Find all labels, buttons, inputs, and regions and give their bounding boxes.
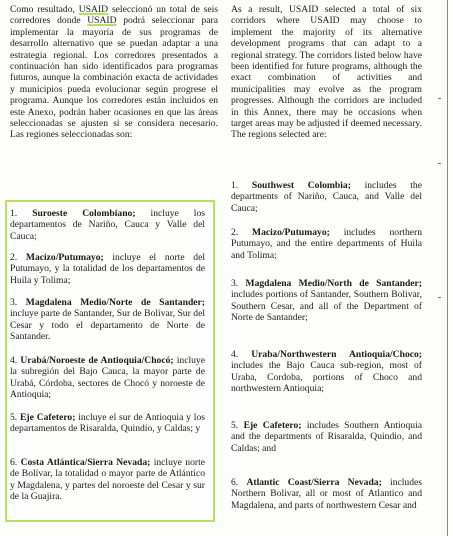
english-item-5: [231, 420, 422, 454]
item-title: Macizo/Putumayo;: [252, 227, 330, 238]
usaid-highlight-2: USAID: [87, 15, 117, 27]
intro-part3: podrá seleccionar para implementar la mayoría de sus programas de desarrollo alternativo que se puedan adaptar a una estrategia regional. Los corredores presentados a continuación han sido identificados para programas futuros, aunque la combinación exacta de actividades y municipios pueda evolucionar según progrese el programa. Aunque los corredores están incluidos en este Anexo, podrán haber ocasiones en que las áreas seleccionadas se ajusten si se considera necesario. Las regiones seleccionadas son:: [10, 15, 218, 141]
item-number: 6.: [231, 477, 239, 488]
scan-tick-mark: [438, 163, 441, 164]
item-number: 4.: [231, 349, 239, 360]
item-title: Suroeste Colombiano;: [32, 208, 136, 219]
item-text: incluye los departamentos de Nariño, Cauca y Valle del Cauca;: [10, 208, 206, 242]
item-text: incluye el sur de Antioquia y los departamentos de Risaralda, Quindío, y Caldas; y: [10, 412, 205, 435]
spanish-item-6: [10, 457, 205, 503]
english-item-6: [231, 477, 422, 511]
spanish-intro: [10, 4, 218, 141]
item-number: 3.: [231, 278, 239, 289]
item-text: includes the Bajo Cauca sub-region, most of Uraba, Cordoba, portions of Choco and northwestern Antioquia;: [231, 360, 422, 395]
item-text: incluye el norte del Putumayo, y la totalidad de los departamentos de Huila y Tolima;: [10, 252, 205, 286]
spanish-item-4: [10, 355, 205, 401]
item-title: Atlantic Coast/Sierra Nevada;: [246, 477, 382, 488]
usaid-highlight-1: USAID: [78, 4, 109, 15]
spanish-item-3: [10, 297, 205, 343]
item-text: includes portions of Santander, Southern Bolivar, Southern Cesar, and all of the Department of Norte de Santander;: [231, 289, 422, 324]
spanish-item-1: [10, 208, 205, 242]
item-title: Southwest Colombia;: [251, 180, 351, 191]
item-title: Magdalena Medio/North de Santander;: [245, 278, 422, 289]
item-number: 5.: [231, 420, 239, 431]
item-text: includes the departments of Nariño, Cauca, and Valle del Cauca;: [231, 180, 422, 214]
intro-part1: Como resultado,: [10, 4, 79, 15]
item-text: includes Northern Bolivar, all or most of Atlantico and Magdalena, and parts of northwestern Cesar and: [231, 477, 422, 511]
item-number: 2.: [10, 252, 18, 263]
item-text: includes northern Putumayo, and the entire departments of Huila and Tolima;: [231, 227, 422, 261]
item-number: 2.: [231, 227, 239, 238]
intro-part2: seleccionó un total de seis corredores donde: [10, 4, 218, 27]
english-item-3: [231, 278, 422, 324]
item-title: Uraba/Northwestern Antioquia/Choco;: [251, 349, 422, 360]
item-text: includes Southern Antioquia and the departments of Risaralda, Quindio, and Caldas; and: [231, 420, 422, 454]
item-number: 6.: [10, 457, 18, 468]
item-title: Magdalena Medio/Norte de Santander;: [25, 297, 205, 308]
english-item-2: [231, 227, 422, 261]
spanish-intro-paragraph: [10, 4, 218, 141]
scan-tick-mark: [438, 297, 441, 298]
item-number: 5.: [10, 412, 18, 423]
english-item-4: [231, 349, 422, 395]
item-title: Costa Atlántica/Sierra Nevada;: [20, 457, 151, 468]
english-item-1: [231, 180, 422, 214]
spanish-item-5: [10, 412, 205, 435]
spanish-item-2: [10, 252, 205, 286]
item-title: Macizo/Putumayo;: [25, 252, 104, 263]
item-text: incluye norte de Bolívar, la totalidad o mayor parte de Atlántico y Magdalena, y partes del noroeste del Cesar y sur de la Guajira.: [10, 457, 206, 503]
item-number: 1.: [231, 180, 239, 191]
scan-edge-line: [447, 0, 448, 536]
english-intro: [231, 4, 422, 141]
item-text: incluye la subregión del Bajo Cauca, la mayor parte de Urabá, Córdoba, sectores de Chocó y noroeste de Antioquia;: [10, 355, 205, 401]
item-number: 3.: [10, 297, 18, 308]
scan-tick-mark: [438, 98, 441, 99]
item-title: Eje Cafetero;: [20, 412, 76, 423]
item-number: 4.: [10, 355, 18, 366]
item-number: 1.: [10, 208, 18, 219]
item-text: incluye parte de Santander, Sur de Bolívar, Sur del Cesar y todo el departamento de Norte de Santander.: [10, 308, 205, 343]
item-title: Eje Cafetero;: [243, 420, 302, 431]
english-intro-paragraph: As a result, USAID selected a total of six corridors where USAID may choose to implement the majority of its alternative development programs that can adapt to a regional strategy. The corridors listed below have been identified for future programs, although the exact combination of activities and municipalities may evolve as the program progresses. Although the corridors are included in this Annex, there may be occasions when target areas may be adjusted if deemed necessary. The regions selected are:: [231, 4, 422, 141]
item-title: Urabá/Noroeste de Antioquia/Chocó;: [20, 355, 174, 366]
